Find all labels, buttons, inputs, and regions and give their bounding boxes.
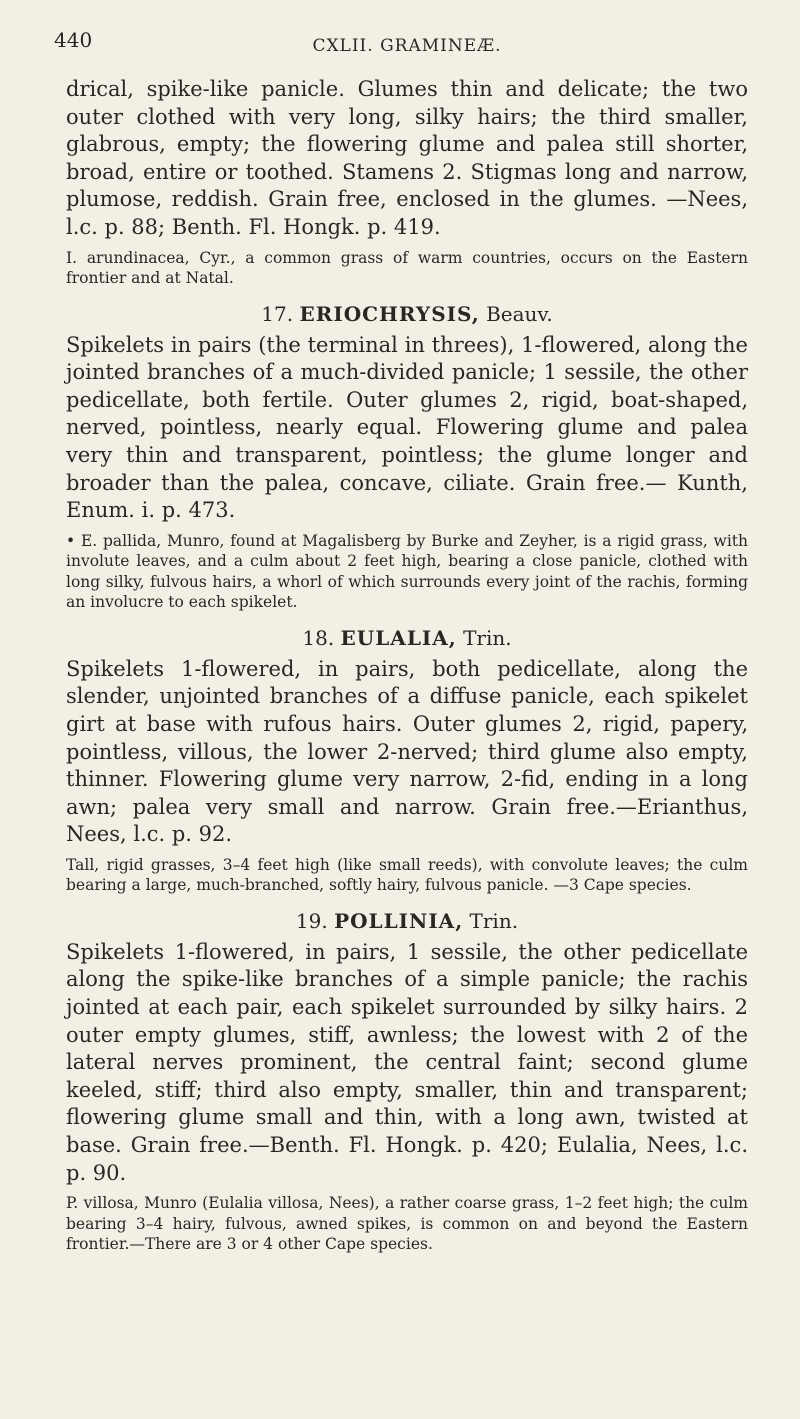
genus-heading-eriochrysis [66, 302, 748, 326]
genus-name: POLLINIA, [334, 908, 464, 933]
note-pollinia-villosa: P. villosa, Munro (Eulalia villosa, Nees), a rather coarse grass, 1–2 feet high; the culm bearing 3–4 hairy, fulvous, awned spikes, is common on and beyond the Eastern frontier.—There are 3 or 4 other Cape species. [66, 1194, 748, 1254]
page-number: 440 [54, 28, 93, 52]
note-eriochrysis-pallida: • E. pallida, Munro, found at Magalisberg by Burke and Zeyher, is a rigid grass, with involute leaves, and a culm about 2 feet high, bearing a close panicle, clothed with long silky, fulvous hairs, a whorl of which surrounds every joint of the rachis, forming an involucre to each spikelet. [66, 531, 748, 612]
genus-name: ERIOCHRYSIS, [299, 301, 480, 326]
paragraph-eulalia-description: Spikelets 1-flowered, in pairs, both pedicellate, along the slender, unjointed branches of a diffuse panicle, each spikelet girt at base with rufous hairs. Outer glumes 2, rigid, papery, pointless, villous, the lower 2-nerved; third glume also empty, thinner. Flowering glume very narrow, 2-fid, ending in a long awn; palea very small and narrow. Grain free.—Erianthus, Nees, l.c. p. 92. [66, 656, 748, 847]
genus-name: EULALIA, [340, 625, 457, 650]
genus-number: 19. [295, 908, 328, 933]
paragraph-pollinia-description: Spikelets 1-flowered, in pairs, 1 sessile, the other pedicellate along the spike-like branches of a simple panicle; the rachis jointed at each pair, each spikelet surrounded by silky hairs. 2 outer empty glumes, stiff, awnless; the lowest with 2 of the lateral nerves prominent, the central faint; second glume keeled, stiff; third also empty, smaller, thin and transparent; flowering glume small and thin, with a long awn, twisted at base. Grain free.—Benth. Fl. Hongk. p. 420; Eulalia, Nees, l.c. p. 90. [66, 939, 748, 1185]
genus-number: 18. [302, 625, 335, 650]
note-eulalia-species: Tall, rigid grasses, 3–4 feet high (like small reeds), with convolute leaves; the culm bearing a large, much-branched, softly hairy, fulvous panicle. —3 Cape species. [66, 855, 748, 895]
genus-author: Beauv. [486, 301, 553, 326]
genus-number: 17. [261, 301, 294, 326]
paragraph-eriochrysis-description: Spikelets in pairs (the terminal in threes), 1-flowered, along the jointed branches of a much-divided panicle; 1 sessile, the other pedicellate, both fertile. Outer glumes 2, rigid, boat-shaped, nerved, pointless, nearly equal. Flowering glume and palea very thin and transparent, pointless; the glume longer and broader than the palea, concave, ciliate. Grain free.— Kunth, Enum. i. p. 473. [66, 332, 748, 523]
paragraph-ischaemum-description: drical, spike-like panicle. Glumes thin and delicate; the two outer clothed with very long, silky hairs; the third smaller, glabrous, empty; the flowering glume and palea still shorter, broad, entire or toothed. Stamens 2. Stigmas long and narrow, plumose, reddish. Grain free, enclosed in the glumes. —Nees, l.c. p. 88; Benth. Fl. Hongk. p. 419. [66, 77, 748, 239]
note-arundinacea: I. arundinacea, Cyr., a common grass of warm countries, occurs on the Eastern frontier and at Natal. [66, 248, 748, 288]
genus-author: Trin. [463, 625, 512, 650]
section-title: CXLII. GRAMINEÆ. [312, 36, 502, 56]
document-page [54, 0, 748, 1255]
genus-author: Trin. [469, 908, 519, 933]
running-head [54, 28, 748, 76]
genus-heading-pollinia [66, 909, 748, 933]
genus-heading-eulalia [66, 626, 748, 650]
